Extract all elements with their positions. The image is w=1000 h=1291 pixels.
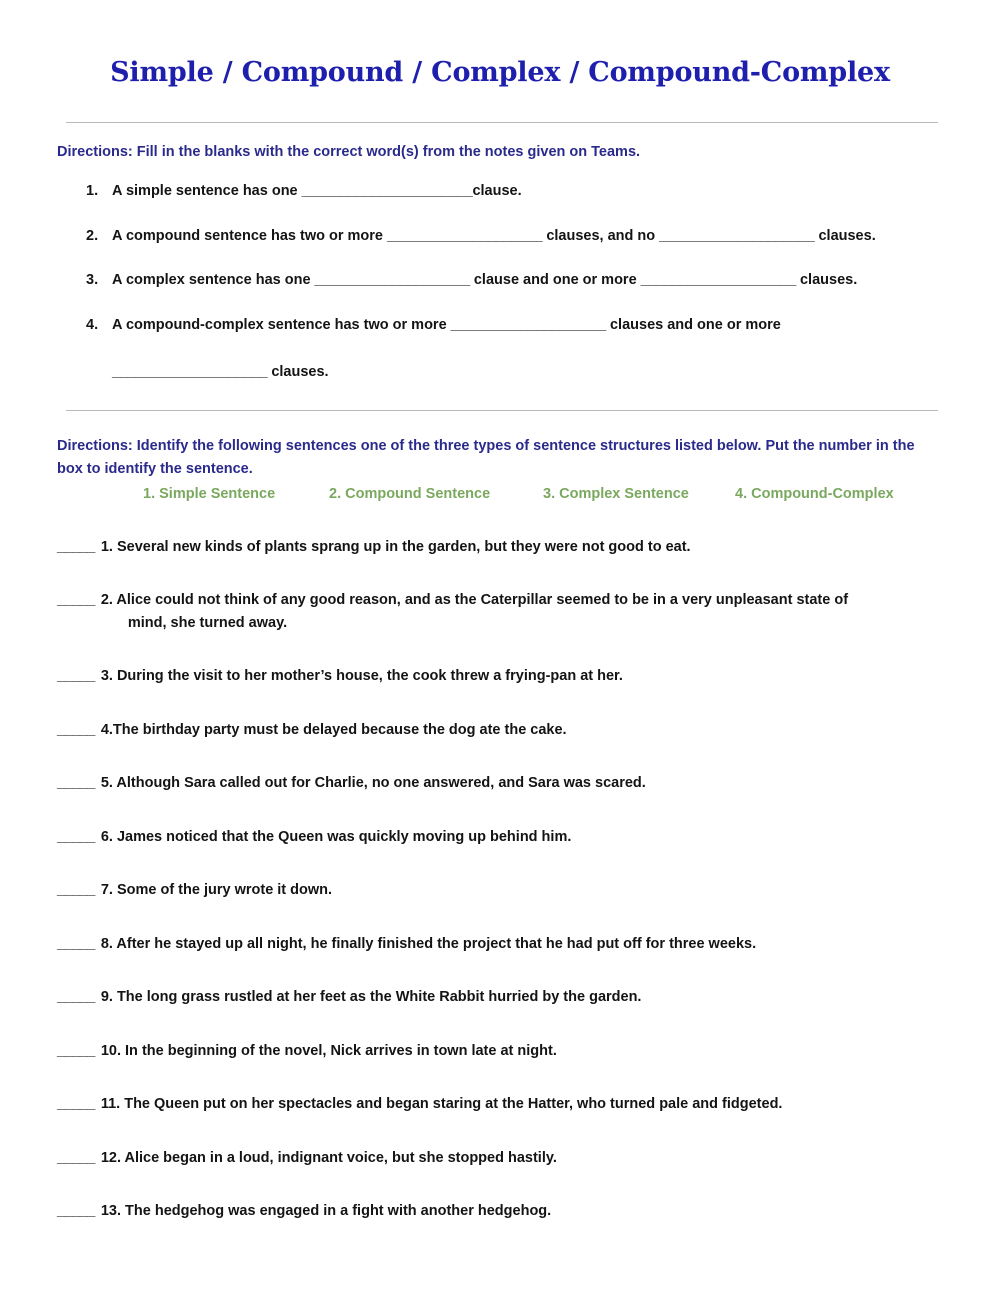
item-number: 2. [86, 227, 99, 244]
sentence-item [0, 986, 1000, 1008]
item-number: 4. [86, 316, 99, 333]
sentence-text [101, 1040, 942, 1062]
sentence-body: The hedgehog was engaged in a fight with another hedgehog. [125, 1203, 552, 1220]
sentence-body: The long grass rustled at her feet as the White Rabbit hurried by the garden. [116, 989, 642, 1006]
item-number: 4. [100, 721, 113, 738]
sentence-item [0, 1093, 1000, 1115]
item-number: 13. [100, 1203, 121, 1220]
static-text: clause. [472, 183, 522, 200]
static-text: clauses. [267, 363, 329, 380]
answer-blank[interactable]: _____ [57, 935, 95, 952]
item-number: 3. [86, 272, 99, 289]
sentence-text [101, 1200, 942, 1222]
item-number: 3. [100, 668, 113, 685]
fill-in-blank-list [0, 180, 1000, 384]
item-text [112, 269, 942, 292]
directions-section-two: Directions: Identify the following sentences one of the three types of sentence structures listed below. Put the number in the box to identify the sentence. [57, 438, 915, 477]
answer-blank[interactable]: ____________________ [112, 363, 268, 380]
answer-blank[interactable]: _____ [57, 1042, 95, 1059]
item-number: 7. [100, 882, 113, 899]
sentence-text [101, 665, 942, 687]
answer-blank[interactable]: ____________________ [659, 227, 815, 244]
answer-blank[interactable]: _____ [57, 1149, 95, 1166]
static-text: clauses. [814, 227, 876, 244]
sentence-text [101, 536, 942, 558]
answer-blank[interactable]: ____________________ [640, 272, 796, 289]
item-number: 9. [100, 989, 113, 1006]
page-title: Simple / Compound / Complex / Compound-Complex [110, 57, 890, 88]
directions-section-one: Directions: Fill in the blanks with the correct word(s) from the notes given on Teams. [57, 143, 641, 160]
sentence-body: During the visit to her mother’s house, the cook threw a frying-pan at her. [116, 668, 623, 685]
sentence-item [0, 665, 1000, 687]
sentence-text [101, 933, 942, 955]
static-text: clause and one or more [469, 272, 641, 289]
sentence-body: Alice began in a loud, indignant voice, but she stopped hastily. [124, 1149, 557, 1166]
answer-blank[interactable]: _____ [57, 668, 95, 685]
sentence-text [101, 879, 942, 901]
sentence-item [0, 536, 1000, 558]
sentence-type-options [0, 486, 1000, 502]
fill-in-blank-item [0, 269, 1000, 292]
fill-in-blank-item [0, 225, 1000, 248]
item-number: 6. [100, 828, 113, 845]
sentence-identification-list [0, 536, 1000, 1223]
sentence-body: After he stayed up all night, he finally finished the project that he had put off for three weeks. [116, 935, 757, 952]
sentence-text [101, 986, 942, 1008]
sentence-type-option: 2. Compound Sentence [329, 486, 491, 502]
sentence-item [0, 879, 1000, 901]
sentence-item [0, 826, 1000, 848]
sentence-item [0, 1200, 1000, 1222]
sentence-body: Several new kinds of plants sprang up in the garden, but they were not good to eat. [116, 539, 691, 555]
answer-blank[interactable]: ____________________ [387, 227, 543, 244]
item-number: 2. [100, 592, 113, 609]
static-text: clauses, and no [542, 227, 660, 244]
answer-blank[interactable]: ____________________ [450, 316, 606, 333]
answer-blank[interactable]: _____ [57, 721, 95, 738]
item-number: 1. [100, 539, 113, 555]
fill-in-blank-item [0, 180, 1000, 203]
sentence-body: Although Sara called out for Charlie, no one answered, and Sara was scared. [116, 775, 646, 792]
sentence-text [101, 719, 942, 741]
item-text [112, 314, 942, 384]
answer-blank[interactable]: _____ [57, 882, 95, 899]
static-text: A simple sentence has one [112, 183, 302, 200]
sentence-body: Alice could not think of any good reason, and as the Caterpillar seemed to be in a very unpleasant state of [116, 592, 849, 609]
answer-blank[interactable]: ______________________ [301, 183, 473, 200]
answer-blank[interactable]: ____________________ [314, 272, 470, 289]
answer-blank[interactable]: _____ [57, 775, 95, 792]
sentence-item [0, 589, 1000, 634]
answer-blank[interactable]: _____ [57, 592, 95, 609]
sentence-continuation: mind, she turned away. [127, 614, 288, 631]
answer-blank[interactable]: _____ [57, 1203, 95, 1220]
sentence-text [101, 772, 942, 794]
sentence-item [0, 772, 1000, 794]
item-text [112, 180, 942, 203]
fill-in-blank-item [0, 314, 1000, 384]
item-number: 12. [100, 1149, 121, 1166]
sentence-item [0, 1147, 1000, 1169]
item-number: 1. [86, 183, 99, 200]
static-text: A compound-complex sentence has two or more [112, 316, 451, 333]
item-number: 11. [100, 1096, 121, 1113]
answer-blank[interactable]: _____ [57, 1096, 95, 1113]
static-text: A complex sentence has one [112, 272, 315, 289]
sentence-type-option: 1. Simple Sentence [143, 486, 276, 502]
static-text: A compound sentence has two or more [112, 227, 388, 244]
sentence-body: Some of the jury wrote it down. [116, 882, 333, 899]
sentence-body: The Queen put on her spectacles and began staring at the Hatter, who turned pale and fidgeted. [124, 1096, 783, 1113]
item-text [112, 225, 942, 248]
answer-blank[interactable]: _____ [57, 989, 95, 1006]
sentence-type-option: 4. Compound-Complex [735, 486, 894, 502]
static-text: clauses. [795, 272, 858, 289]
sentence-type-option: 3. Complex Sentence [543, 486, 689, 502]
sentence-body: In the beginning of the novel, Nick arrives in town late at night. [125, 1042, 557, 1059]
answer-blank[interactable]: _____ [57, 828, 95, 845]
sentence-body: James noticed that the Queen was quickly moving up behind him. [116, 828, 572, 845]
item-number: 10. [100, 1042, 121, 1059]
sentence-item [0, 719, 1000, 741]
sentence-text [101, 1093, 942, 1115]
answer-blank[interactable]: _____ [57, 539, 95, 555]
sentence-text [101, 1147, 942, 1169]
static-text: clauses and one or more [605, 316, 781, 333]
item-number: 8. [100, 935, 113, 952]
item-number: 5. [100, 775, 113, 792]
sentence-text [101, 826, 942, 848]
sentence-body: The birthday party must be delayed because the dog ate the cake. [112, 721, 567, 738]
sentence-item [0, 933, 1000, 955]
sentence-text [101, 589, 942, 634]
sentence-item [0, 1040, 1000, 1062]
